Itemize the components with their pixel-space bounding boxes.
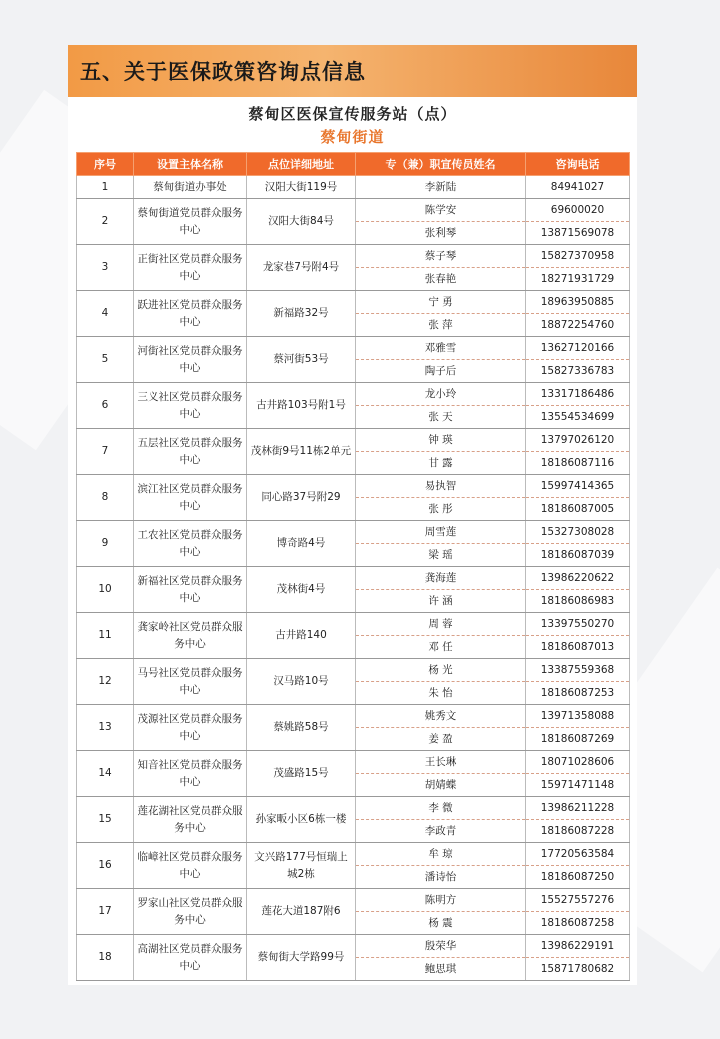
- phone-number: 15971471148: [526, 774, 630, 797]
- org-name: 三义社区党员群众服务中心: [134, 383, 247, 429]
- phone-number: 13627120166: [526, 337, 630, 360]
- staff-name: 甘 露: [356, 452, 526, 475]
- org-name: 高湖社区党员群众服务中心: [134, 935, 247, 981]
- phone-number: 18186087253: [526, 682, 630, 705]
- header-org: 设置主体名称: [134, 153, 247, 176]
- org-name: 五层社区党员群众服务中心: [134, 429, 247, 475]
- address: 文兴路177号恒瑞上城2栋: [247, 843, 356, 889]
- phone-number: 18872254760: [526, 314, 630, 337]
- phone-number: 13397550270: [526, 613, 630, 636]
- staff-name: 张 萍: [356, 314, 526, 337]
- staff-name: 朱 怡: [356, 682, 526, 705]
- staff-name: 王长琳: [356, 751, 526, 774]
- phone-number: 15327308028: [526, 521, 630, 544]
- table-row: [77, 337, 630, 360]
- phone-number: 13554534699: [526, 406, 630, 429]
- staff-name: 周雪莲: [356, 521, 526, 544]
- row-number: 6: [77, 383, 134, 429]
- staff-name: 胡婧蝶: [356, 774, 526, 797]
- phone-number: 18186087116: [526, 452, 630, 475]
- staff-name: 李 微: [356, 797, 526, 820]
- org-name: 知音社区党员群众服务中心: [134, 751, 247, 797]
- address: 孙家畈小区6栋一楼: [247, 797, 356, 843]
- table-row: [77, 567, 630, 590]
- org-name: 滨江社区党员群众服务中心: [134, 475, 247, 521]
- table-row: [77, 291, 630, 314]
- table-header-row: [77, 153, 630, 176]
- phone-number: 13986220622: [526, 567, 630, 590]
- staff-name: 许 涵: [356, 590, 526, 613]
- address: 同心路37号附29: [247, 475, 356, 521]
- address: 蔡甸街大学路99号: [247, 935, 356, 981]
- header-address: 点位详细地址: [247, 153, 356, 176]
- staff-name: 张 彤: [356, 498, 526, 521]
- section-title: 五、关于医保政策咨询点信息: [80, 60, 366, 84]
- staff-name: 钟 瑛: [356, 429, 526, 452]
- row-number: 11: [77, 613, 134, 659]
- address: 茂林街9号11栋2单元: [247, 429, 356, 475]
- row-number: 10: [77, 567, 134, 613]
- staff-name: 李新陆: [356, 176, 526, 199]
- staff-name: 姜 盈: [356, 728, 526, 751]
- staff-name: 陈明方: [356, 889, 526, 912]
- address: 龙家巷7号附4号: [247, 245, 356, 291]
- staff-name: 龚海莲: [356, 567, 526, 590]
- phone-number: 18186087258: [526, 912, 630, 935]
- staff-name: 周 蓉: [356, 613, 526, 636]
- phone-number: 18071028606: [526, 751, 630, 774]
- row-number: 8: [77, 475, 134, 521]
- table-row: [77, 659, 630, 682]
- phone-number: 13387559368: [526, 659, 630, 682]
- table-row: [77, 521, 630, 544]
- table-row: [77, 245, 630, 268]
- phone-number: 15827370958: [526, 245, 630, 268]
- staff-name: 梁 瑶: [356, 544, 526, 567]
- phone-number: 69600020: [526, 199, 630, 222]
- table-row: [77, 613, 630, 636]
- phone-number: 18963950885: [526, 291, 630, 314]
- street-name: 蔡甸街道: [320, 128, 385, 146]
- table-row: [77, 475, 630, 498]
- row-number: 15: [77, 797, 134, 843]
- org-name: 跃进社区党员群众服务中心: [134, 291, 247, 337]
- table-row: [77, 797, 630, 820]
- org-name: 莲花湖社区党员群众服务中心: [134, 797, 247, 843]
- org-name: 蔡甸街道党员群众服务中心: [134, 199, 247, 245]
- address: 古井路140: [247, 613, 356, 659]
- table-body: [77, 176, 630, 981]
- table-row: [77, 889, 630, 912]
- org-name: 正街社区党员群众服务中心: [134, 245, 247, 291]
- phone-number: 18186086983: [526, 590, 630, 613]
- row-number: 13: [77, 705, 134, 751]
- table-row: [77, 751, 630, 774]
- table-row: [77, 429, 630, 452]
- phone-number: 84941027: [526, 176, 630, 199]
- address: 茂盛路15号: [247, 751, 356, 797]
- address: 莲花大道187附6: [247, 889, 356, 935]
- org-name: 蔡甸街道办事处: [134, 176, 247, 199]
- consultation-points-table: [76, 152, 630, 981]
- staff-name: 邓雅雪: [356, 337, 526, 360]
- table-row: [77, 705, 630, 728]
- phone-number: 15527557276: [526, 889, 630, 912]
- staff-name: 鲍思琪: [356, 958, 526, 981]
- address: 博奇路4号: [247, 521, 356, 567]
- address: 汉阳大街119号: [247, 176, 356, 199]
- org-name: 龚家岭社区党员群众服务中心: [134, 613, 247, 659]
- row-number: 12: [77, 659, 134, 705]
- row-number: 4: [77, 291, 134, 337]
- table-row: [77, 176, 630, 199]
- staff-name: 潘诗怡: [356, 866, 526, 889]
- phone-number: 18186087039: [526, 544, 630, 567]
- staff-name: 陶子后: [356, 360, 526, 383]
- staff-name: 殷荣华: [356, 935, 526, 958]
- staff-name: 杨 震: [356, 912, 526, 935]
- org-name: 马号社区党员群众服务中心: [134, 659, 247, 705]
- row-number: 2: [77, 199, 134, 245]
- org-name: 河街社区党员群众服务中心: [134, 337, 247, 383]
- address: 古井路103号附1号: [247, 383, 356, 429]
- table-row: [77, 935, 630, 958]
- row-number: 1: [77, 176, 134, 199]
- section-banner: [68, 45, 637, 97]
- header-staff: 专（兼）职宣传员姓名: [356, 153, 526, 176]
- phone-number: 18186087269: [526, 728, 630, 751]
- phone-number: 17720563584: [526, 843, 630, 866]
- staff-name: 邓 任: [356, 636, 526, 659]
- staff-name: 易执智: [356, 475, 526, 498]
- row-number: 18: [77, 935, 134, 981]
- org-name: 新福社区党员群众服务中心: [134, 567, 247, 613]
- staff-name: 张利琴: [356, 222, 526, 245]
- address: 新福路32号: [247, 291, 356, 337]
- table-row: [77, 383, 630, 406]
- staff-name: 张 天: [356, 406, 526, 429]
- staff-name: 陈学安: [356, 199, 526, 222]
- org-name: 茂源社区党员群众服务中心: [134, 705, 247, 751]
- staff-name: 蔡子琴: [356, 245, 526, 268]
- row-number: 14: [77, 751, 134, 797]
- row-number: 9: [77, 521, 134, 567]
- header-no: 序号: [77, 153, 134, 176]
- address: 茂林街4号: [247, 567, 356, 613]
- document-page: [68, 45, 637, 985]
- phone-number: 13317186486: [526, 383, 630, 406]
- phone-number: 15997414365: [526, 475, 630, 498]
- row-number: 17: [77, 889, 134, 935]
- phone-number: 18186087013: [526, 636, 630, 659]
- staff-name: 宁 勇: [356, 291, 526, 314]
- phone-number: 18186087005: [526, 498, 630, 521]
- phone-number: 13986211228: [526, 797, 630, 820]
- phone-number: 15871780682: [526, 958, 630, 981]
- phone-number: 13797026120: [526, 429, 630, 452]
- address: 蔡河街53号: [247, 337, 356, 383]
- phone-number: 13871569078: [526, 222, 630, 245]
- table-row: [77, 843, 630, 866]
- phone-number: 18186087250: [526, 866, 630, 889]
- staff-name: 龙小玲: [356, 383, 526, 406]
- row-number: 7: [77, 429, 134, 475]
- phone-number: 13986229191: [526, 935, 630, 958]
- org-name: 罗家山社区党员群众服务中心: [134, 889, 247, 935]
- header-phone: 咨询电话: [526, 153, 630, 176]
- staff-name: 张春艳: [356, 268, 526, 291]
- address: 汉阳大街84号: [247, 199, 356, 245]
- address: 汉马路10号: [247, 659, 356, 705]
- staff-name: 李政青: [356, 820, 526, 843]
- address: 蔡姚路58号: [247, 705, 356, 751]
- phone-number: 15827336783: [526, 360, 630, 383]
- phone-number: 18271931729: [526, 268, 630, 291]
- phone-number: 13971358088: [526, 705, 630, 728]
- row-number: 5: [77, 337, 134, 383]
- row-number: 3: [77, 245, 134, 291]
- table-subtitle: 蔡甸区医保宣传服务站（点）: [248, 105, 457, 123]
- row-number: 16: [77, 843, 134, 889]
- staff-name: 杨 光: [356, 659, 526, 682]
- phone-number: 18186087228: [526, 820, 630, 843]
- org-name: 工农社区党员群众服务中心: [134, 521, 247, 567]
- staff-name: 牟 琼: [356, 843, 526, 866]
- table-row: [77, 199, 630, 222]
- org-name: 临嶂社区党员群众服务中心: [134, 843, 247, 889]
- staff-name: 姚秀文: [356, 705, 526, 728]
